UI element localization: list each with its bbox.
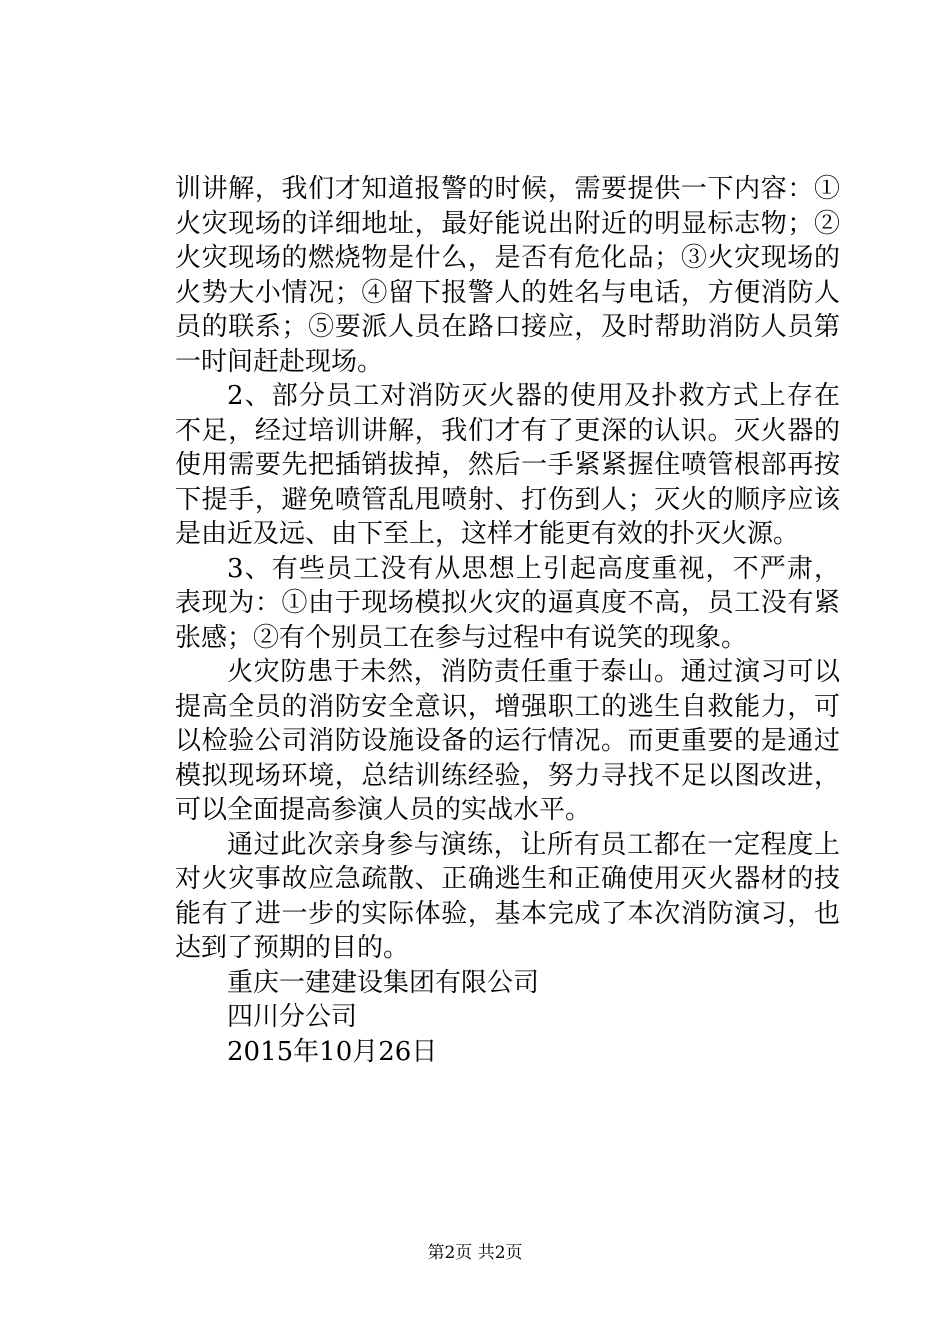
page-footer: [0, 1242, 950, 1264]
signature-branch: 四川分公司: [227, 1002, 358, 1032]
document-body: [175, 172, 840, 1069]
paragraph-2: 2、部分员工对消防灭火器的使用及扑救方式上存在不足，经过培训讲解，我们才有了更深的认识。灭火器的使用需要先把插销拔掉，然后一手紧紧握住喷管根部再按下提手，避免喷管乱甩喷射、打伤到人；灭火的顺序应该是由近及远、由下至上，这样才能更有效的扑灭火源。: [175, 381, 840, 549]
paragraph-3: 3、有些员工没有从思想上引起高度重视，不严肃，表现为：①由于现场模拟火灾的逼真度不高，员工没有紧张感；②有个别员工在参与过程中有说笑的现象。: [175, 553, 840, 653]
page-indicator: 第2页 共2页: [427, 1243, 523, 1263]
signature-date: 2015年10月26日: [227, 1036, 438, 1067]
paragraph-4: 火灾防患于未然，消防责任重于泰山。通过演习可以提高全员的消防安全意识，增强职工的逃生自救能力，可以检验公司消防设施设备的运行情况。而更重要的是通过模拟现场环境，总结训练经验，努力寻找不足以图改进，可以全面提高参演人员的实战水平。: [175, 657, 840, 825]
signature-company: 重庆一建建设集团有限公司: [227, 967, 540, 998]
paragraph-1: 训讲解，我们才知道报警的时候，需要提供一下内容：①火灾现场的详细地址，最好能说出附近的明显标志物；②火灾现场的燃烧物是什么，是否有危化品；③火灾现场的火势大小情况；④留下报警人的姓名与电话，方便消防人员的联系；⑤要派人员在路口接应，及时帮助消防人员第一时间赶赴现场。: [175, 174, 840, 377]
paragraph-5: 通过此次亲身参与演练，让所有员工都在一定程度上对火灾事故应急疏散、正确逃生和正确使用灭火器材的技能有了进一步的实际体验，基本完成了本次消防演习，也达到了预期的目的。: [175, 829, 840, 963]
